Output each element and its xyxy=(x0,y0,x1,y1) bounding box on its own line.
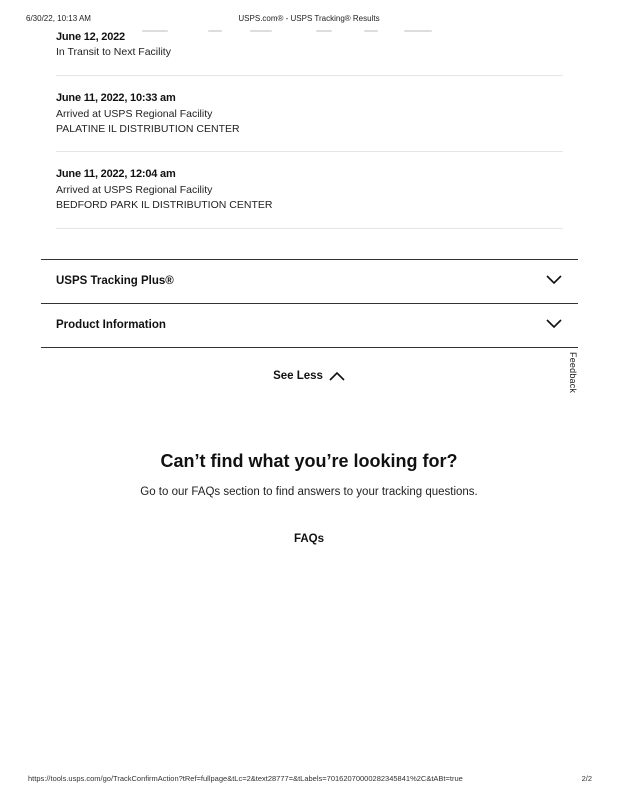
print-page-number: 2/2 xyxy=(581,774,592,783)
print-footer-url: https://tools.usps.com/go/TrackConfirmAction?tRef=fullpage&tLc=2&text28777=&tLabels=70162070000282345841%2C&tABt=true xyxy=(28,774,463,783)
tracking-event xyxy=(56,92,562,135)
event-divider xyxy=(56,75,563,76)
faqs-link[interactable]: FAQs xyxy=(293,533,325,545)
chevron-down-icon[interactable] xyxy=(546,272,562,290)
event-divider xyxy=(56,151,563,152)
see-less-button[interactable] xyxy=(0,370,618,382)
event-date: June 11, 2022, 10:33 am xyxy=(56,92,176,104)
event-status: Arrived at USPS Regional Facility xyxy=(56,184,213,196)
product-information-accordion[interactable]: Product Information xyxy=(56,319,166,331)
accordion-divider xyxy=(41,347,578,348)
print-date-time: 6/30/22, 10:13 AM xyxy=(26,14,91,23)
event-date: June 12, 2022 xyxy=(56,31,125,43)
event-location: BEDFORD PARK IL DISTRIBUTION CENTER xyxy=(56,199,273,211)
accordion-divider xyxy=(41,259,578,260)
event-divider xyxy=(56,228,563,229)
accordion-divider xyxy=(41,303,578,304)
help-subtext: Go to our FAQs section to find answers to your tracking questions. xyxy=(140,486,478,498)
print-page-title: USPS.com® - USPS Tracking® Results xyxy=(238,14,380,23)
event-status: Arrived at USPS Regional Facility xyxy=(56,108,213,120)
event-date: June 11, 2022, 12:04 am xyxy=(56,168,176,180)
feedback-tab[interactable]: Feedback xyxy=(568,352,578,394)
see-less-label: See Less xyxy=(273,370,323,382)
tracking-event xyxy=(56,168,562,211)
event-location: PALATINE IL DISTRIBUTION CENTER xyxy=(56,123,240,135)
tracking-event xyxy=(56,31,562,58)
chevron-down-icon[interactable] xyxy=(546,316,562,334)
help-heading: Can’t find what you’re looking for? xyxy=(160,451,458,471)
event-status: In Transit to Next Facility xyxy=(56,46,171,58)
chevron-up-icon xyxy=(323,370,345,382)
tracking-plus-accordion[interactable]: USPS Tracking Plus® xyxy=(56,275,174,287)
